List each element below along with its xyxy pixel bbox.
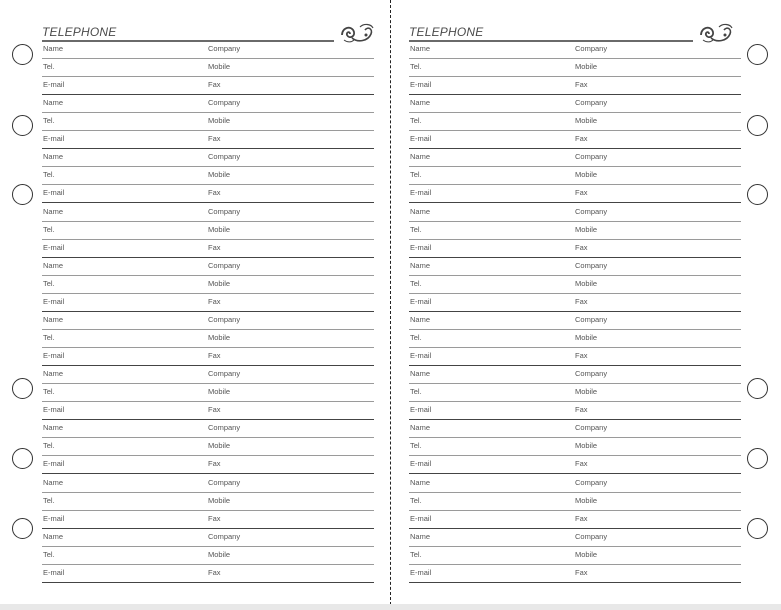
entry-line-email[interactable] (409, 456, 741, 474)
field-label-company: Company (575, 369, 608, 379)
field-label-mobile: Mobile (575, 332, 598, 342)
field-label-company: Company (208, 98, 241, 108)
entry-line-name[interactable] (42, 258, 374, 276)
field-label-company: Company (575, 44, 608, 53)
field-label-fax: Fax (575, 459, 588, 469)
entry-line-tel[interactable] (42, 167, 374, 185)
entry-line-tel[interactable] (409, 330, 741, 348)
field-label-fax: Fax (575, 188, 588, 198)
field-label-mobile: Mobile (208, 495, 231, 505)
field-label-fax: Fax (575, 296, 588, 306)
field-label-company: Company (208, 369, 241, 379)
field-label-mobile: Mobile (575, 62, 598, 71)
field-label-mobile: Mobile (575, 278, 598, 288)
field-label-fax: Fax (575, 513, 588, 523)
entry-line-name[interactable] (409, 41, 741, 59)
field-label-email: E-mail (43, 405, 65, 415)
field-label-tel: Tel. (410, 278, 422, 288)
entry-line-name[interactable] (42, 366, 374, 384)
field-label-email: E-mail (43, 350, 65, 360)
field-label-fax: Fax (208, 134, 221, 144)
field-label-mobile: Mobile (575, 441, 598, 451)
dashed-cut-line (390, 0, 391, 610)
page-title: TELEPHONE (409, 25, 484, 39)
field-label-fax: Fax (575, 134, 588, 144)
field-label-company: Company (208, 206, 241, 216)
field-label-tel: Tel. (410, 224, 422, 234)
entry-line-email[interactable] (42, 348, 374, 366)
field-label-tel: Tel. (410, 170, 422, 180)
field-label-email: E-mail (410, 296, 432, 306)
field-label-company: Company (208, 423, 241, 433)
contact-entry (409, 204, 741, 258)
field-label-company: Company (575, 152, 608, 162)
field-label-tel: Tel. (43, 62, 55, 71)
entry-line-email[interactable] (409, 185, 741, 203)
binder-hole-icon (12, 378, 33, 399)
entry-line-tel[interactable] (42, 384, 374, 402)
entry-line-tel[interactable] (42, 547, 374, 565)
field-label-email: E-mail (43, 80, 65, 89)
binder-hole-icon (12, 518, 33, 539)
entry-line-name[interactable] (42, 475, 374, 493)
entry-line-tel[interactable] (409, 547, 741, 565)
field-label-company: Company (575, 206, 608, 216)
field-label-mobile: Mobile (575, 224, 598, 234)
contact-entry (42, 41, 374, 95)
field-label-name: Name (410, 206, 431, 216)
field-label-name: Name (43, 44, 64, 53)
entry-line-tel[interactable] (409, 113, 741, 131)
contact-entry (409, 41, 741, 95)
field-label-company: Company (575, 260, 608, 270)
entry-line-email[interactable] (42, 294, 374, 312)
field-label-mobile: Mobile (208, 387, 231, 397)
contact-entry (42, 312, 374, 366)
entry-line-name[interactable] (42, 204, 374, 222)
page-title: TELEPHONE (42, 25, 117, 39)
entry-line-tel[interactable] (409, 59, 741, 77)
entry-line-name[interactable] (42, 312, 374, 330)
field-label-tel: Tel. (43, 332, 55, 342)
contact-entry (409, 475, 741, 529)
binder-hole-icon (12, 448, 33, 469)
entry-line-email[interactable] (409, 565, 741, 583)
entry-line-name[interactable] (409, 529, 741, 547)
entry-line-email[interactable] (409, 402, 741, 420)
entry-line-email[interactable] (42, 240, 374, 258)
field-label-name: Name (410, 152, 431, 162)
entry-line-email[interactable] (42, 565, 374, 583)
field-label-mobile: Mobile (208, 116, 231, 126)
field-label-mobile: Mobile (575, 387, 598, 397)
field-label-name: Name (43, 152, 64, 162)
field-label-email: E-mail (43, 296, 65, 306)
contact-entry (409, 149, 741, 203)
field-label-name: Name (410, 314, 431, 324)
field-label-fax: Fax (208, 296, 221, 306)
field-label-email: E-mail (43, 134, 65, 144)
entry-line-tel[interactable] (42, 113, 374, 131)
field-label-fax: Fax (208, 567, 221, 577)
entry-line-tel[interactable] (409, 384, 741, 402)
contact-entry (409, 366, 741, 420)
field-label-email: E-mail (43, 567, 65, 577)
field-label-mobile: Mobile (208, 170, 231, 180)
contact-entry (42, 529, 374, 583)
binder-hole-icon (12, 115, 33, 136)
entry-line-email[interactable] (42, 131, 374, 149)
entry-line-name[interactable] (42, 41, 374, 59)
field-label-email: E-mail (410, 242, 432, 252)
binder-hole-icon (12, 44, 33, 65)
binder-hole-icon (747, 448, 768, 469)
entry-line-email[interactable] (42, 456, 374, 474)
entry-line-tel[interactable] (409, 438, 741, 456)
contact-entry (42, 95, 374, 149)
field-label-fax: Fax (208, 459, 221, 469)
field-label-fax: Fax (208, 350, 221, 360)
field-label-company: Company (208, 531, 241, 541)
right-page (392, 0, 781, 606)
field-label-fax: Fax (208, 188, 221, 198)
field-label-name: Name (410, 260, 431, 270)
field-label-company: Company (575, 477, 608, 487)
field-label-fax: Fax (575, 405, 588, 415)
field-label-tel: Tel. (410, 62, 422, 71)
entry-line-tel[interactable] (409, 222, 741, 240)
field-label-company: Company (208, 477, 241, 487)
field-label-mobile: Mobile (575, 116, 598, 126)
field-label-company: Company (208, 260, 241, 270)
entry-line-tel[interactable] (42, 59, 374, 77)
field-label-email: E-mail (410, 80, 432, 89)
entry-line-email[interactable] (42, 185, 374, 203)
field-label-name: Name (43, 260, 64, 270)
contact-entry (42, 149, 374, 203)
entry-line-email[interactable] (409, 294, 741, 312)
field-label-tel: Tel. (43, 549, 55, 559)
entry-line-name[interactable] (409, 149, 741, 167)
field-label-tel: Tel. (410, 549, 422, 559)
field-label-name: Name (410, 531, 431, 541)
contact-entry (42, 420, 374, 474)
field-label-tel: Tel. (43, 224, 55, 234)
field-label-name: Name (43, 369, 64, 379)
entry-line-name[interactable] (409, 258, 741, 276)
entry-line-email[interactable] (42, 402, 374, 420)
binder-hole-icon (747, 44, 768, 65)
entry-list (42, 41, 374, 583)
field-label-company: Company (208, 44, 241, 53)
field-label-tel: Tel. (410, 116, 422, 126)
contact-entry (409, 420, 741, 474)
field-label-company: Company (575, 423, 608, 433)
page-bottom-edge (0, 604, 781, 610)
field-label-name: Name (43, 206, 64, 216)
entry-line-tel[interactable] (42, 493, 374, 511)
field-label-name: Name (410, 98, 431, 108)
binder-hole-icon (747, 184, 768, 205)
field-label-email: E-mail (43, 459, 65, 469)
entry-line-tel[interactable] (409, 276, 741, 294)
field-label-fax: Fax (208, 405, 221, 415)
entry-line-name[interactable] (409, 366, 741, 384)
binder-hole-icon (12, 184, 33, 205)
entry-line-tel[interactable] (42, 276, 374, 294)
contact-entry (409, 95, 741, 149)
entry-line-name[interactable] (409, 475, 741, 493)
contact-entry (42, 204, 374, 258)
field-label-email: E-mail (410, 513, 432, 523)
binder-hole-icon (747, 115, 768, 136)
field-label-mobile: Mobile (208, 278, 231, 288)
entry-line-tel[interactable] (409, 167, 741, 185)
entry-list (409, 41, 741, 583)
field-label-name: Name (43, 314, 64, 324)
entry-line-tel[interactable] (42, 330, 374, 348)
field-label-fax: Fax (575, 242, 588, 252)
field-label-company: Company (575, 98, 608, 108)
entry-line-email[interactable] (409, 240, 741, 258)
field-label-tel: Tel. (410, 387, 422, 397)
entry-line-email[interactable] (409, 511, 741, 529)
field-label-name: Name (43, 477, 64, 487)
field-label-email: E-mail (410, 459, 432, 469)
field-label-name: Name (43, 531, 64, 541)
entry-line-name[interactable] (42, 149, 374, 167)
field-label-email: E-mail (410, 188, 432, 198)
field-label-tel: Tel. (43, 387, 55, 397)
field-label-email: E-mail (410, 134, 432, 144)
entry-line-name[interactable] (42, 95, 374, 113)
field-label-tel: Tel. (410, 441, 422, 451)
contact-entry (409, 529, 741, 583)
field-label-mobile: Mobile (208, 62, 231, 71)
field-label-mobile: Mobile (575, 549, 598, 559)
field-label-company: Company (575, 531, 608, 541)
field-label-email: E-mail (410, 405, 432, 415)
field-label-name: Name (43, 423, 64, 433)
entry-line-tel[interactable] (42, 438, 374, 456)
left-page (0, 0, 389, 606)
contact-entry (42, 258, 374, 312)
contact-entry (409, 312, 741, 366)
field-label-tel: Tel. (43, 441, 55, 451)
entry-line-name[interactable] (409, 420, 741, 438)
entry-line-email[interactable] (409, 77, 741, 95)
field-label-tel: Tel. (43, 278, 55, 288)
field-label-tel: Tel. (43, 116, 55, 126)
field-label-mobile: Mobile (208, 332, 231, 342)
entry-line-email[interactable] (42, 511, 374, 529)
field-label-tel: Tel. (410, 495, 422, 505)
field-label-company: Company (208, 314, 241, 324)
field-label-company: Company (575, 314, 608, 324)
field-label-fax: Fax (575, 80, 588, 89)
field-label-name: Name (410, 423, 431, 433)
field-label-fax: Fax (208, 242, 221, 252)
field-label-email: E-mail (410, 350, 432, 360)
entry-line-tel[interactable] (409, 493, 741, 511)
contact-entry (409, 258, 741, 312)
contact-entry (42, 366, 374, 420)
entry-line-email[interactable] (409, 348, 741, 366)
field-label-company: Company (208, 152, 241, 162)
field-label-name: Name (410, 44, 431, 53)
field-label-email: E-mail (43, 188, 65, 198)
entry-line-name[interactable] (409, 95, 741, 113)
field-label-name: Name (410, 369, 431, 379)
binder-hole-icon (747, 518, 768, 539)
field-label-mobile: Mobile (208, 224, 231, 234)
field-label-fax: Fax (575, 350, 588, 360)
contact-entry (42, 475, 374, 529)
field-label-mobile: Mobile (575, 170, 598, 180)
field-label-tel: Tel. (43, 170, 55, 180)
field-label-email: E-mail (410, 567, 432, 577)
field-label-tel: Tel. (43, 495, 55, 505)
binder-hole-icon (747, 378, 768, 399)
field-label-mobile: Mobile (208, 441, 231, 451)
entry-line-name[interactable] (42, 420, 374, 438)
field-label-tel: Tel. (410, 332, 422, 342)
field-label-email: E-mail (43, 242, 65, 252)
field-label-name: Name (43, 98, 64, 108)
field-label-email: E-mail (43, 513, 65, 523)
entry-line-email[interactable] (409, 131, 741, 149)
entry-line-tel[interactable] (42, 222, 374, 240)
entry-line-email[interactable] (42, 77, 374, 95)
field-label-name: Name (410, 477, 431, 487)
field-label-mobile: Mobile (208, 549, 231, 559)
field-label-mobile: Mobile (575, 495, 598, 505)
field-label-fax: Fax (575, 567, 588, 577)
entry-line-name[interactable] (409, 204, 741, 222)
entry-line-name[interactable] (409, 312, 741, 330)
entry-line-name[interactable] (42, 529, 374, 547)
field-label-fax: Fax (208, 513, 221, 523)
field-label-fax: Fax (208, 80, 221, 89)
